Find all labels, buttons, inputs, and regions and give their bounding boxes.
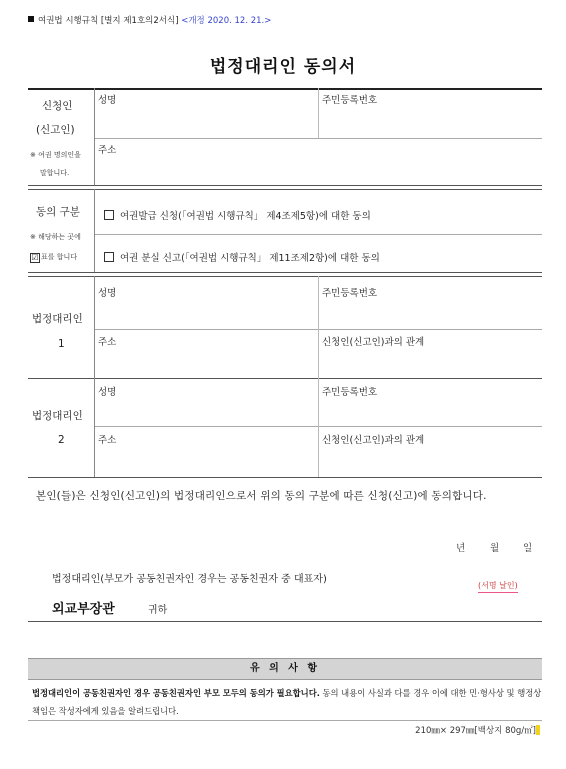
applicant-row-divider	[94, 138, 542, 139]
paper-spec: 210㎜× 297㎜[백상지 80g/㎡]	[415, 724, 540, 736]
highlight-mark	[536, 725, 540, 735]
guardian2-number: 2	[58, 434, 65, 446]
date-day[interactable]: 일	[523, 543, 533, 554]
consent-option-passport-loss[interactable]	[104, 250, 380, 264]
date-month[interactable]: 월	[490, 543, 500, 554]
page-title: 법정대리인 동의서	[209, 57, 357, 77]
applicant-rrn-field[interactable]: 주민등록번호	[322, 95, 378, 106]
addressee-name: 외교부장관	[52, 602, 115, 617]
guardian1-label: 법정대리인	[32, 313, 83, 325]
applicant-note: ※ 여권 명의인을	[30, 151, 81, 159]
guardian1-column-divider	[318, 276, 319, 378]
guardian2-column-divider	[318, 378, 319, 477]
notice-body	[32, 684, 542, 720]
addressee-suffix: 귀하	[148, 605, 168, 616]
consent-top-border	[28, 189, 542, 190]
bullet-square-icon	[28, 16, 34, 22]
guardian1-rrn-field[interactable]: 주민등록번호	[322, 288, 378, 299]
checkbox-icon[interactable]	[104, 210, 114, 220]
guardian1-number: 1	[58, 338, 65, 350]
signature-field[interactable]: (서명 날인)	[478, 580, 518, 593]
guardian-label-divider	[94, 276, 95, 477]
table-top-border	[28, 88, 542, 90]
applicant-label: 신청인	[42, 100, 73, 112]
consent-statement: 본인(들)은 신청인(신고인)의 법정대리인으로서 위의 동의 구분에 따른 신청(신고)에 동의합니다.	[36, 490, 487, 502]
applicant-rrn-divider	[318, 88, 319, 138]
consent-note: ※ 해당하는 곳에	[30, 233, 81, 241]
consent-option-passport-issue[interactable]	[104, 208, 371, 222]
applicant-address-field[interactable]: 주소	[98, 145, 117, 156]
guardian1-relation-field[interactable]: 신청인(신고인)과의 관계	[322, 337, 425, 348]
representative-label: 법정대리인(부모가 공동친권자인 경우는 공동친권자 중 대표자)	[52, 574, 327, 585]
guardian2-address-field[interactable]: 주소	[98, 435, 117, 446]
guardian-bottom-border	[28, 477, 542, 478]
checkbox-icon[interactable]	[104, 252, 114, 262]
date-year[interactable]: 년	[456, 543, 466, 554]
applicant-name-field[interactable]: 성명	[98, 95, 117, 106]
consent-option-1-label: 여권발급 신청(「여권법 시행규칙」 제4조제5항)에 대한 동의	[120, 211, 371, 222]
checkbox-checked-icon: ☑	[31, 253, 39, 262]
applicant-label-divider	[94, 88, 95, 185]
consent-bottom-border	[28, 272, 542, 273]
applicant-label-sub: (신고인)	[36, 124, 75, 136]
notice-normal-text: 동의 내용이 사실과 다를 경우 이에 대한 민·형사상 및 행정상 책임은 작성자에게 있음을 알려드립니다.	[32, 688, 542, 716]
consent-label-divider	[94, 189, 95, 272]
consent-option-2-label: 여권 분실 신고(「여권법 시행규칙」 제11조제2항)에 대한 동의	[120, 253, 380, 264]
guardian2-relation-field[interactable]: 신청인(신고인)과의 관계	[322, 435, 425, 446]
guardian1-address-field[interactable]: 주소	[98, 337, 117, 348]
guardian2-name-field[interactable]: 성명	[98, 387, 117, 398]
notice-heading: 유 의 사 항	[28, 658, 542, 680]
consent-type-label: 동의 구분	[36, 206, 80, 218]
guardian1-top-border	[28, 276, 542, 277]
guardian1-name-field[interactable]: 성명	[98, 288, 117, 299]
applicant-bottom-border	[28, 185, 542, 186]
form-reference	[28, 14, 271, 26]
guardian2-label: 법정대리인	[32, 410, 83, 422]
guardian2-top-border	[28, 378, 542, 379]
notice-bold-text: 법정대리인이 공동친권자인 경우 공동친권자인 부모 모두의 동의가 필요합니다.	[32, 688, 320, 698]
guardian2-rrn-field[interactable]: 주민등록번호	[322, 387, 378, 398]
notice-bottom-border	[28, 720, 542, 721]
consent-row-divider	[94, 234, 542, 235]
applicant-note-2: 말합니다.	[40, 169, 70, 177]
law-note: 여권법 시행규칙 [별지 제1호의2서식]	[38, 16, 179, 26]
revision-note: <개정 2020. 12. 21.>	[181, 16, 272, 26]
consent-note-2: ☑ 표를 합니다	[31, 253, 78, 262]
signature-section-border	[28, 621, 542, 622]
